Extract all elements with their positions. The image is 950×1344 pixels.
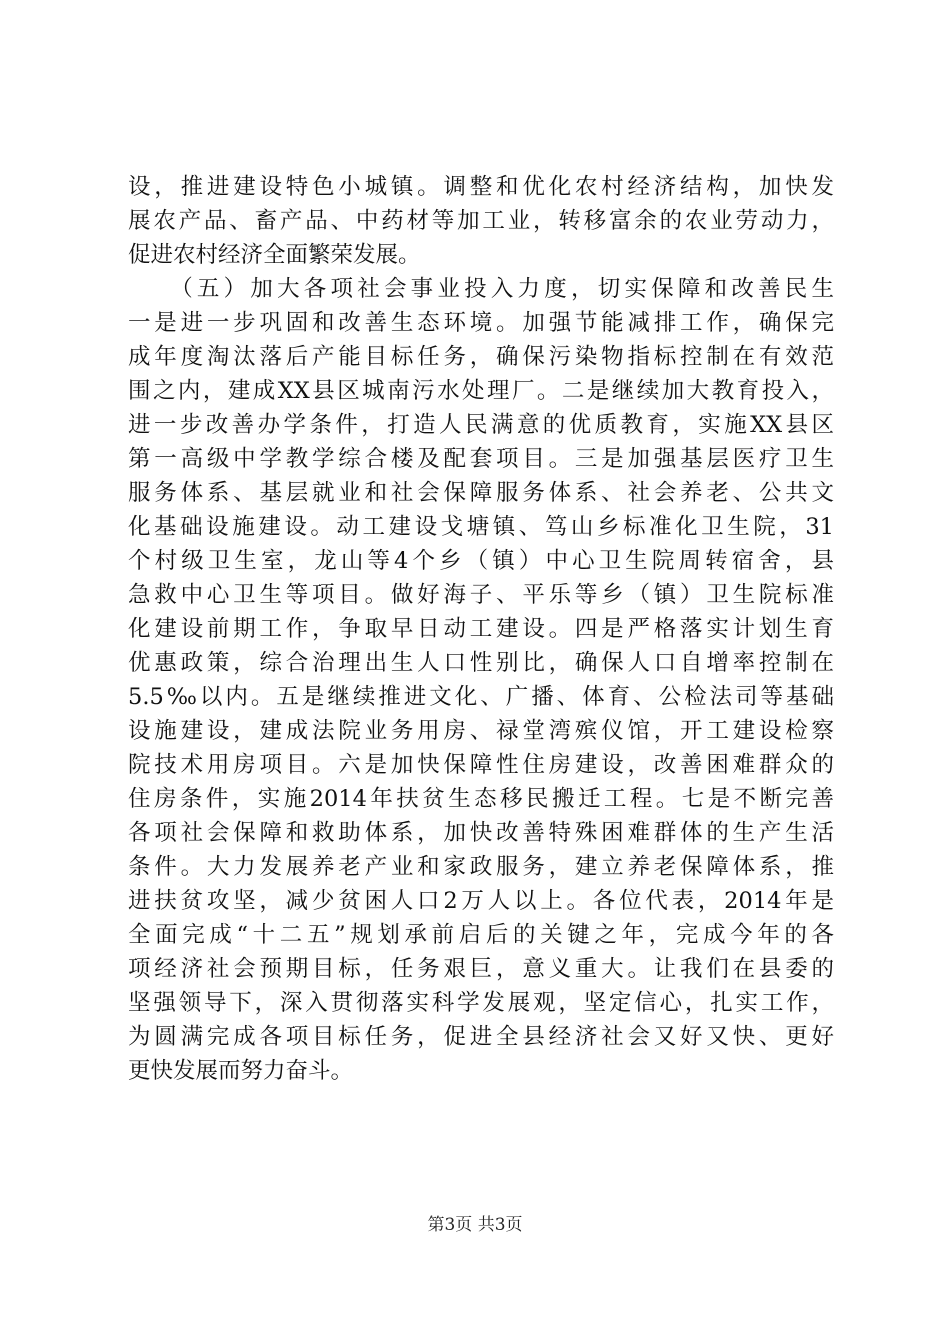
- text-line: 全面完成“十二五”规划承前启后的关键之年，完成今年的各: [128, 922, 834, 948]
- paragraph-heading-line: （五）加大各项社会事业投入力度，切实保障和改善民生: [128, 276, 834, 302]
- text-line: 促进农村经济全面繁荣发展。: [128, 242, 421, 268]
- page-number: 第3页 共3页: [427, 1215, 523, 1235]
- text-line: 各项社会保障和救助体系，加快改善特殊困难群体的生产生活: [128, 820, 834, 846]
- text-line: 住房条件，实施2014年扶贫生态移民搬迁工程。七是不断完善: [128, 786, 834, 812]
- text-line: 第一高级中学教学综合楼及配套项目。三是加强基层医疗卫生: [128, 446, 834, 472]
- text-line: 优惠政策，综合治理出生人口性别比，确保人口自增率控制在: [128, 650, 834, 676]
- text-line: 5.5‰以内。五是继续推进文化、广播、体育、公检法司等基础: [128, 684, 834, 710]
- text-line: 服务体系、基层就业和社会保障服务体系、社会养老、公共文: [128, 480, 834, 506]
- text-line: 设施建设，建成法院业务用房、禄堂湾殡仪馆，开工建设检察: [128, 718, 834, 744]
- text-line: 化基础设施建设。动工建设戈塘镇、笃山乡标准化卫生院，31: [128, 514, 834, 540]
- page-footer: [0, 1214, 950, 1236]
- text-line: 更快发展而努力奋斗。: [128, 1058, 354, 1084]
- text-line: 院技术用房项目。六是加快保障性住房建设，改善困难群众的: [128, 752, 834, 778]
- text-line: 项经济社会预期目标，任务艰巨，意义重大。让我们在县委的: [128, 956, 834, 982]
- body-text: [128, 170, 834, 1088]
- text-line: 进扶贫攻坚，减少贫困人口2万人以上。各位代表，2014年是: [128, 888, 834, 914]
- text-line: 条件。大力发展养老产业和家政服务，建立养老保障体系，推: [128, 854, 834, 880]
- text-line: 化建设前期工作，争取早日动工建设。四是严格落实计划生育: [128, 616, 834, 642]
- text-line: 一是进一步巩固和改善生态环境。加强节能减排工作，确保完: [128, 310, 834, 336]
- text-line: 急救中心卫生等项目。做好海子、平乐等乡（镇）卫生院标准: [128, 582, 834, 608]
- text-line: 进一步改善办学条件，打造人民满意的优质教育，实施XX县区: [128, 412, 834, 438]
- text-line: 成年度淘汰落后产能目标任务，确保污染物指标控制在有效范: [128, 344, 834, 370]
- text-line: 为圆满完成各项目标任务，促进全县经济社会又好又快、更好: [128, 1024, 834, 1050]
- text-line: 设，推进建设特色小城镇。调整和优化农村经济结构，加快发: [128, 174, 834, 200]
- text-line: 个村级卫生室，龙山等4个乡（镇）中心卫生院周转宿舍，县: [128, 548, 834, 574]
- text-line: 围之内，建成XX县区城南污水处理厂。二是继续加大教育投入，: [128, 378, 834, 404]
- text-line: 展农产品、畜产品、中药材等加工业，转移富余的农业劳动力，: [128, 208, 834, 234]
- text-line: 坚强领导下，深入贯彻落实科学发展观，坚定信心，扎实工作，: [128, 990, 834, 1016]
